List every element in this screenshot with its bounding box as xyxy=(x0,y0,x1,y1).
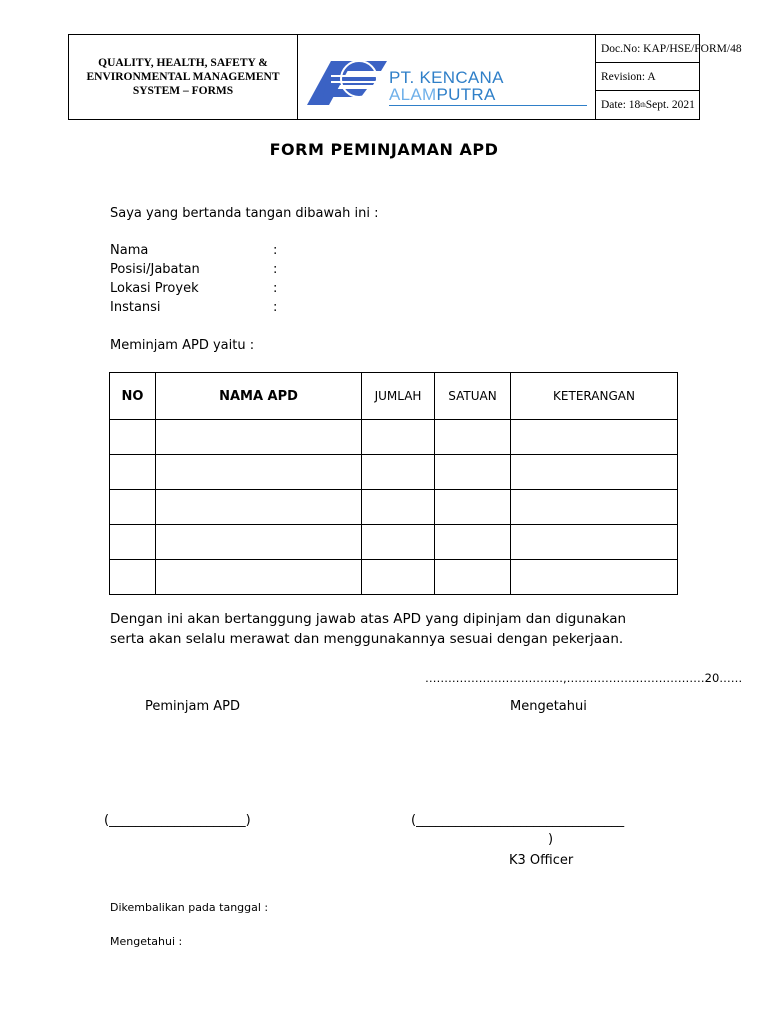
company-name-line2 xyxy=(389,85,496,105)
col-header-nama-apd: NAMA APD xyxy=(156,373,362,420)
col-header-jumlah: JUMLAH xyxy=(362,373,435,420)
returned-date-label: Dikembalikan pada tanggal : xyxy=(110,901,269,914)
doc-number: Doc.No: KAP/HSE/FORM/48 xyxy=(595,35,699,63)
company-name-line1: PT. KENCANA xyxy=(389,68,504,87)
system-title-line2: ENVIRONMENTAL MANAGEMENT xyxy=(86,71,280,83)
company-logo-mark xyxy=(301,35,391,119)
field-colon-posisi: : xyxy=(273,262,278,277)
table-cell xyxy=(156,455,362,490)
table-cell xyxy=(110,420,156,455)
doc-info xyxy=(595,35,742,119)
officer-signature-close: ) xyxy=(548,832,554,847)
system-title xyxy=(69,35,298,119)
table-cell xyxy=(511,420,678,455)
table-cell xyxy=(110,525,156,560)
table-cell xyxy=(156,490,362,525)
borrower-signature-line: (_____________________) xyxy=(104,813,251,828)
statement-line2: serta akan selalu merawat dan menggunakannya sesuai dengan pekerjaan. xyxy=(110,631,624,647)
acknowledge-label: Mengetahui xyxy=(510,699,587,714)
field-colon-nama: : xyxy=(273,243,278,258)
table-cell xyxy=(110,560,156,595)
field-label-lokasi: Lokasi Proyek xyxy=(110,281,199,296)
table-header-row xyxy=(110,373,678,420)
table-cell xyxy=(511,525,678,560)
table-cell xyxy=(362,525,435,560)
acknowledged-label: Mengetahui : xyxy=(110,935,183,948)
table-cell xyxy=(362,420,435,455)
apd-table xyxy=(109,372,678,595)
table-cell xyxy=(435,560,511,595)
company-logo-cell xyxy=(297,35,596,119)
table-row xyxy=(110,560,678,595)
table-cell xyxy=(110,490,156,525)
date-suffix: Sept. 2021 xyxy=(645,99,695,111)
intro-text: Saya yang bertanda tangan dibawah ini : xyxy=(110,206,379,221)
table-cell xyxy=(362,455,435,490)
col-header-keterangan: KETERANGAN xyxy=(511,373,678,420)
field-label-posisi: Posisi/Jabatan xyxy=(110,262,200,277)
table-row xyxy=(110,525,678,560)
field-label-instansi: Instansi xyxy=(110,300,161,315)
table-cell xyxy=(110,455,156,490)
table-row xyxy=(110,420,678,455)
table-body xyxy=(110,420,678,595)
statement-line1: Dengan ini akan bertanggung jawab atas APD yang dipinjam dan digunakan xyxy=(110,611,627,627)
table-row xyxy=(110,490,678,525)
company-name-alam: ALAM xyxy=(389,85,437,104)
table-cell xyxy=(435,490,511,525)
company-name-putra: PUTRA xyxy=(436,85,496,104)
borrower-label: Peminjam APD xyxy=(145,699,241,714)
col-header-no: NO xyxy=(110,373,156,420)
col-header-satuan: SATUAN xyxy=(435,373,511,420)
table-cell xyxy=(362,560,435,595)
table-cell xyxy=(362,490,435,525)
table-cell xyxy=(435,420,511,455)
field-label-nama: Nama xyxy=(110,243,149,258)
field-colon-lokasi: : xyxy=(273,281,278,296)
document-header xyxy=(68,34,742,120)
system-title-line3: SYSTEM – FORMS xyxy=(132,85,234,97)
table-cell xyxy=(156,420,362,455)
officer-title: K3 Officer xyxy=(509,853,574,868)
table-cell xyxy=(435,455,511,490)
revision: Revision: A xyxy=(595,63,699,91)
logo-underline xyxy=(389,105,587,106)
table-row xyxy=(110,455,678,490)
table-cell xyxy=(511,490,678,525)
date-sup: th xyxy=(640,101,646,109)
doc-date xyxy=(595,91,699,119)
date-place-line: ………………………………,………………………………20…… xyxy=(425,671,743,685)
table-cell xyxy=(156,525,362,560)
table-cell xyxy=(511,560,678,595)
table-cell xyxy=(435,525,511,560)
officer-signature-line: (________________________________ xyxy=(411,813,625,828)
date-prefix: Date: 18 xyxy=(601,99,641,111)
table-cell xyxy=(511,455,678,490)
field-colon-instansi: : xyxy=(273,300,278,315)
borrow-intro: Meminjam APD yaitu : xyxy=(110,338,255,353)
page-title: FORM PEMINJAMAN APD xyxy=(269,140,499,159)
system-title-line1: QUALITY, HEALTH, SAFETY & xyxy=(98,57,268,69)
table-cell xyxy=(156,560,362,595)
